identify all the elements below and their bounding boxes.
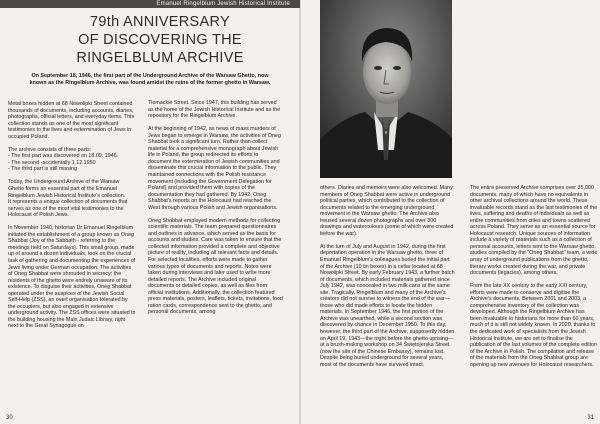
portrait-image [320, 0, 452, 178]
col1-paragraph-2: The archive consists of three parts: - The first part was discovered on 18.09. 1946. - The second -accidentally 1.12.1950 - The third part is still missing [8, 146, 119, 173]
page-gutter [299, 0, 301, 424]
col2-paragraph-3: Oneg Shabbat employed modern methods for collecting scientific materials. The team prepared questionnaires and outlines in advance, which served as the basis for accounts and studies. Care was taken to ensure that the collected information provided a complete and objective picture of reality, including all relevant facts and details. For selected localities, efforts were made to gather various types of documents and reports. Notes were taken during interviews and later used to write more detailed reports. The Archive included original documents or detailed copies, as well as files from official institutions. Additionally, the collection featured press materials, posters, leaflets, tickets, invitations, food ration cards, correspondence sent to the ghetto, and personal documents, among [148, 217, 283, 316]
col2-paragraph-2: At the beginning of 1942, as news of mass murders of Jews began to emerge in Warsaw, the activities of Oneg Shabbat took a significant turn. Rather than collect material for a comprehensive monograph about Jewish life in Poland, the group redirected its efforts to document the extermination of Jewish communities and disseminate this crucial information to the public. They maintained connections with the Polish resistance movement (including the Government Delegation for Poland) and provided them with copies of the documentation they had gathered. By 1942, Oneg Shabbat's reports on the Holocaust had reached the West through various Polish and Jewish organisations. [148, 126, 281, 211]
page-number-left: 30 [6, 415, 13, 421]
page-number-right: 31 [587, 415, 594, 421]
title-line-2: OF DISCOVERING THE [78, 32, 242, 48]
institute-name: Emanuel Ringelblum Jewish Historical Institute [156, 1, 290, 7]
column-1 [8, 101, 136, 337]
header-bar [0, 0, 300, 8]
column-4 [470, 185, 598, 375]
col1-paragraph-1: Metal boxes hidden at 68 Nowolipki Street contained thousands of documents, including accounts, diaries, photographs, official letters, and everyday items. This collection stands as one of the most significant testimonies to the lives and extermination of Jews in occupied Poland. [8, 101, 135, 140]
col1-paragraph-4: In November 1940, historian Dr Emanuel Ringelblum initiated the establishment of a group known as Oneg Shabbat (Joy of the Sabbath - referring to the meetings held on Saturdays). This small group, made up of around a dozen individuals, took on the crucial task of gathering and documenting the experiences of Jews living under German occupation. The activities of Oneg Shabbat were shrouded in secrecy; the residents of the ghetto were entirely unaware of its existence. To disguise their activities, Oneg Shabbat operated under the auspices of the Jewish Social Self-Help (ŻSS), an overt organisation tolerated by the occupiers, but also engaged in extensive underground activity. The ŻSS offices were situated in the building housing the Main Judaic Library, right next to the Great Synagogue on [8, 225, 136, 330]
portrait-photo [320, 0, 452, 178]
col4-paragraph-2: From the late XX century to the early XXI century, efforts were made to conserve and digitise the Archive's documents. Between 2001 and 2003, a comprehensive inventory of the collection was developed. Although the Ringelblum Archive has been invaluable to historians for more than 60 years, much of it is still not widely known. In 2020, thanks to the dedicated work of specialists from the Jewish Historical Institute, we are set to finalise the publication of the last volumes of the complete edition of the Archive in Polish. The compilation and release of the materials from the Oneg Shabbat group are opening up new avenues for Holocaust researchers. [470, 283, 597, 368]
col4-paragraph-1: The entire preserved Archive comprises over 35,000 documents, many of which have no equivalents in other archival collections around the world. These invaluable records stand as the last testimonies of the lives, suffering and deaths of individuals as well as entire communities from cities and towns scattered across Poland. They serve as an essential source for Holocaust research. Unique sources of information include a variety of materials such as a collection of personal accounts, letters sent to the Warsaw ghetto, studies compiled by the "Oneg Shabbat" team, a wide array of underground publications from the ghetto, literary works created during the war, and private documents (legacies), among others. [470, 185, 598, 277]
column-3 [320, 185, 455, 375]
title-line-1: 79th ANNIVERSARY [90, 14, 230, 30]
title-line-3: RINGELBLUM ARCHIVE [76, 50, 244, 66]
intro-paragraph: On September 18, 1946, the first part of the Underground Archive of the Warsaw Ghetto, now known as the Ringelblum Archive, was found amidst the ruins of the former ghetto in Warsaw. [29, 73, 271, 86]
col2-paragraph-1: Tłomackie Street. Since 1947, this building has served as the home of the Jewish Historical Institute and as the repository for the Ringelblum Archive. [148, 100, 281, 120]
col3-paragraph-2: At the turn of July and August in 1942, during the first deportation operation in the Warsaw ghetto, three of Emanuel Ringelblum's colleagues buried the initial part of the Archive (10 tin boxes) in a cellar located at 68 Nowolipki Street. By early February 1943, a further batch of documents, which included materials gathered since July 1942, was concealed in two milk cans at the same site. Tragically, Ringelblum and many of the Archive's creators did not survive to witness the end of the war—those who did made efforts to locate the hidden materials. In September 1946, the first portion of the Archive was unearthed, while a second section was discovered by chance in December 1950. To this day, however, the third part of the Archive, supposedly hidden on April 19, 1943—the night before the ghetto uprising—at a brush-making workshop on 34 Świętojerska Street (now the site of the Chinese Embassy), remains lost. Despite being buried underground for several years, most of the documents have survived intact. [320, 243, 455, 368]
col1-paragraph-3: Today, the Underground Archive of the Warsaw Ghetto forms an essential part of the Emanuel Ringelblum Jewish Historical Institute's collection. It represents a unique collection of documents that serves as one of the most vital testimonies to the Holocaust of Polish Jews. [8, 179, 128, 219]
column-2 [148, 100, 283, 322]
col3-paragraph-1: others. Diaries and memoirs were also welcomed. Many members of Oneg Shabbat were active in underground political parties, which contributed to the collection of documents related to the emerging underground movement in the Warsaw ghetto. The Archive also housed several dozen photographs and over 300 drawings and watercolours (some of which were created before the war). [320, 185, 454, 237]
